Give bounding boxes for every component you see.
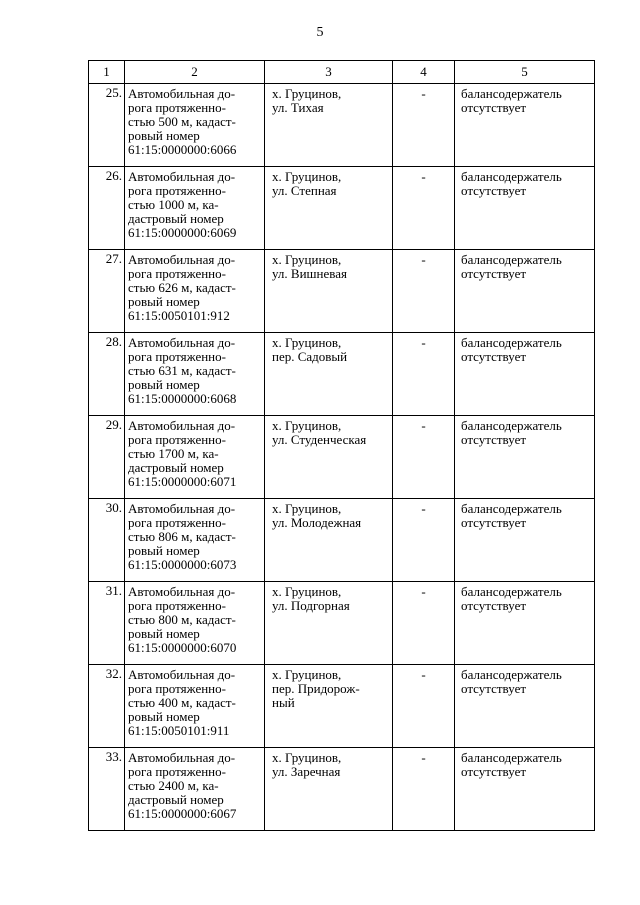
column-4-value: - — [393, 748, 455, 831]
row-number: 25. — [89, 84, 125, 167]
column-4-value: - — [393, 499, 455, 582]
row-number: 32. — [89, 665, 125, 748]
column-4-value: - — [393, 582, 455, 665]
object-name: Автомобильная до- рога протяженно- стью 800 м, кадаст- ровый номер 61:15:0000000:6070 — [125, 582, 265, 665]
balance-holder: балансодержатель отсутствует — [455, 250, 595, 333]
object-name: Автомобильная до- рога протяженно- стью 1000 м, ка- дастровый номер 61:15:0000000:6069 — [125, 167, 265, 250]
table-row — [89, 582, 595, 665]
table-row — [89, 748, 595, 831]
registry-table — [88, 60, 595, 831]
balance-holder: балансодержатель отсутствует — [455, 84, 595, 167]
page-number: 5 — [316, 25, 324, 40]
header-col-5: 5 — [455, 61, 595, 84]
table-row — [89, 333, 595, 416]
row-number: 26. — [89, 167, 125, 250]
column-4-value: - — [393, 333, 455, 416]
table-row — [89, 416, 595, 499]
row-number: 30. — [89, 499, 125, 582]
column-4-value: - — [393, 250, 455, 333]
object-location: х. Груцинов, пер. Придорож- ный — [265, 665, 393, 748]
object-name: Автомобильная до- рога протяженно- стью 2400 м, ка- дастровый номер 61:15:0000000:6067 — [125, 748, 265, 831]
header-col-1: 1 — [89, 61, 125, 84]
balance-holder: балансодержатель отсутствует — [455, 582, 595, 665]
row-number: 29. — [89, 416, 125, 499]
object-name: Автомобильная до- рога протяженно- стью 806 м, кадаст- ровый номер 61:15:0000000:6073 — [125, 499, 265, 582]
table-header-row — [89, 61, 595, 84]
object-location: х. Груцинов, ул. Студенческая — [265, 416, 393, 499]
object-name: Автомобильная до- рога протяженно- стью 626 м, кадаст- ровый номер 61:15:0050101:912 — [125, 250, 265, 333]
object-name: Автомобильная до- рога протяженно- стью 400 м, кадаст- ровый номер 61:15:0050101:911 — [125, 665, 265, 748]
row-number: 33. — [89, 748, 125, 831]
object-name: Автомобильная до- рога протяженно- стью 500 м, кадаст- ровый номер 61:15:0000000:6066 — [125, 84, 265, 167]
balance-holder: балансодержатель отсутствует — [455, 416, 595, 499]
header-col-3: 3 — [265, 61, 393, 84]
table-row — [89, 167, 595, 250]
object-location: х. Груцинов, ул. Подгорная — [265, 582, 393, 665]
row-number: 27. — [89, 250, 125, 333]
object-location: х. Груцинов, ул. Тихая — [265, 84, 393, 167]
header-col-2: 2 — [125, 61, 265, 84]
table-row — [89, 665, 595, 748]
column-4-value: - — [393, 167, 455, 250]
column-4-value: - — [393, 416, 455, 499]
table-row — [89, 499, 595, 582]
object-name: Автомобильная до- рога протяженно- стью 631 м, кадаст- ровый номер 61:15:0000000:6068 — [125, 333, 265, 416]
object-location: х. Груцинов, ул. Степная — [265, 167, 393, 250]
balance-holder: балансодержатель отсутствует — [455, 748, 595, 831]
balance-holder: балансодержатель отсутствует — [455, 499, 595, 582]
table-row — [89, 84, 595, 167]
object-name: Автомобильная до- рога протяженно- стью 1700 м, ка- дастровый номер 61:15:0000000:6071 — [125, 416, 265, 499]
row-number: 28. — [89, 333, 125, 416]
object-location: х. Груцинов, пер. Садовый — [265, 333, 393, 416]
column-4-value: - — [393, 84, 455, 167]
object-location: х. Груцинов, ул. Молодежная — [265, 499, 393, 582]
balance-holder: балансодержатель отсутствует — [455, 665, 595, 748]
object-location: х. Груцинов, ул. Заречная — [265, 748, 393, 831]
header-col-4: 4 — [393, 61, 455, 84]
balance-holder: балансодержатель отсутствует — [455, 167, 595, 250]
object-location: х. Груцинов, ул. Вишневая — [265, 250, 393, 333]
column-4-value: - — [393, 665, 455, 748]
row-number: 31. — [89, 582, 125, 665]
table-row — [89, 250, 595, 333]
balance-holder: балансодержатель отсутствует — [455, 333, 595, 416]
